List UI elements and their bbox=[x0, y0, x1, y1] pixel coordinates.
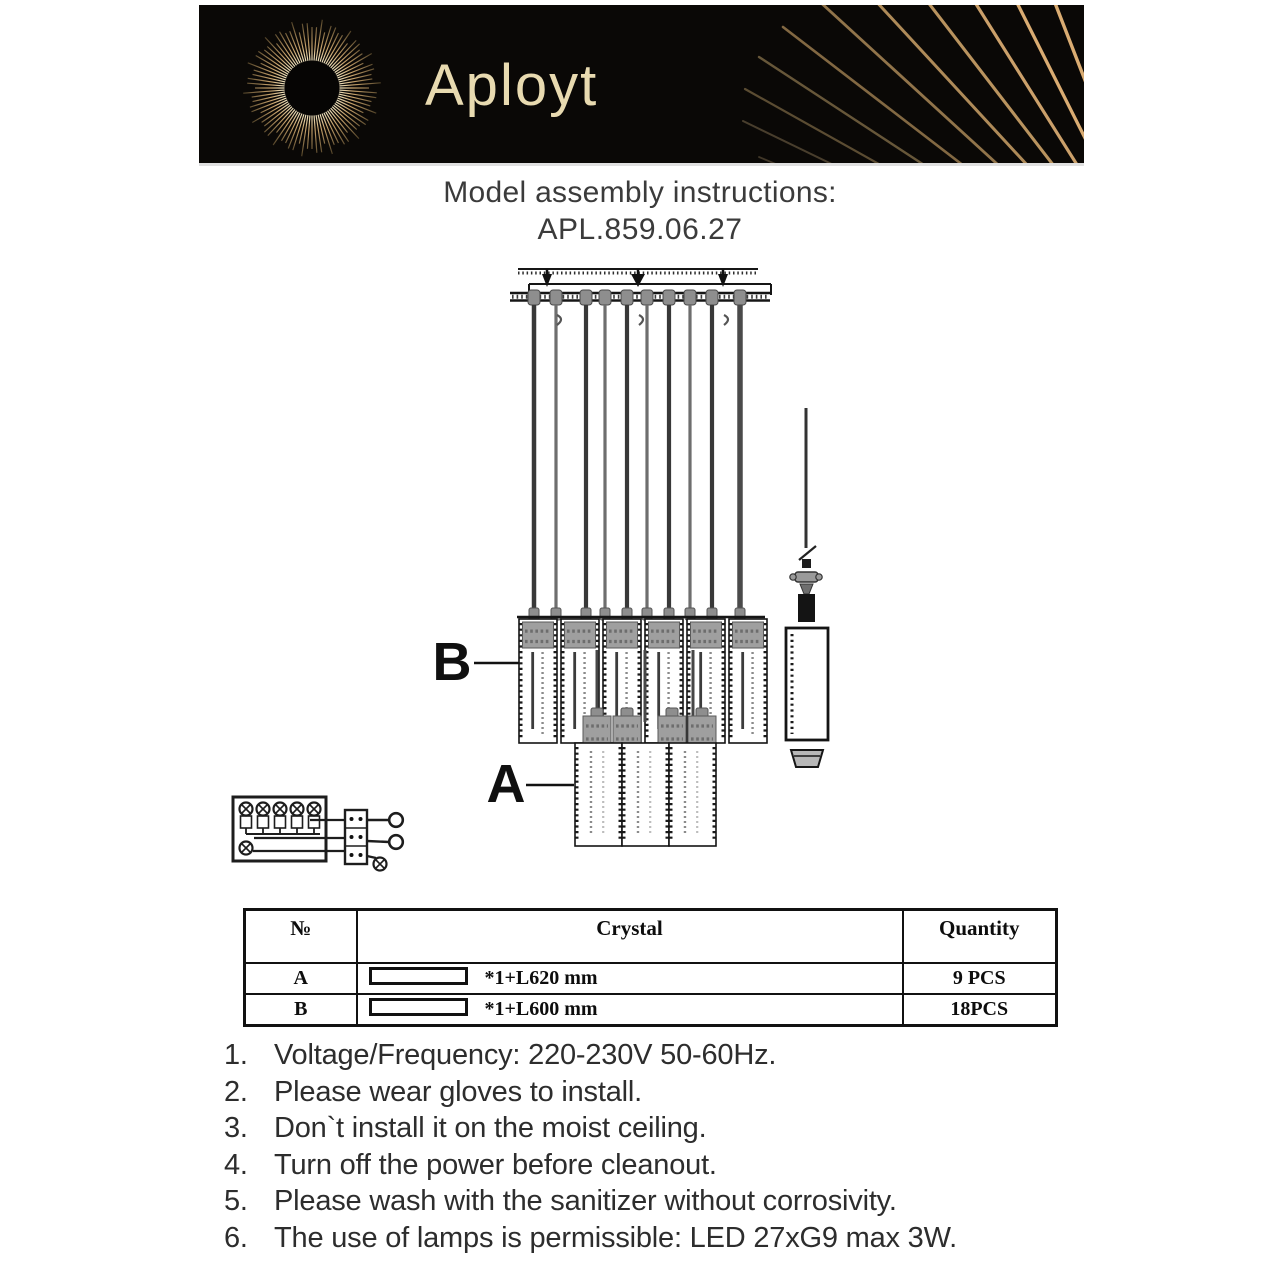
table-header-row bbox=[245, 910, 1057, 964]
list-item bbox=[224, 1040, 1084, 1077]
page-title: Model assembly instructions: bbox=[443, 176, 837, 209]
list-item bbox=[224, 1223, 1084, 1260]
model-number: APL.859.06.27 bbox=[537, 213, 743, 246]
col-header-crystal: Crystal bbox=[357, 910, 903, 964]
gold-rays-decoration bbox=[743, 5, 1084, 163]
parts-table bbox=[243, 908, 1058, 1027]
item-text: Turn off the power before cleanout. bbox=[274, 1148, 717, 1181]
crystal-size-label: *1+L620 mm bbox=[484, 967, 598, 989]
table-row bbox=[245, 994, 1057, 1026]
assembly-diagram bbox=[220, 255, 880, 895]
item-number: 5. bbox=[224, 1185, 248, 1217]
crystal-bar-icon bbox=[369, 967, 468, 985]
col-header-no: № bbox=[245, 910, 357, 964]
row-b-crystal bbox=[357, 994, 903, 1026]
item-number: 6. bbox=[224, 1221, 248, 1254]
crystal-bar-icon bbox=[369, 998, 468, 1016]
row-b-quantity: 18PCS bbox=[903, 994, 1057, 1026]
chandelier-drawing bbox=[233, 269, 828, 871]
instruction-list bbox=[224, 1040, 1084, 1259]
row-a-quantity: 9 PCS bbox=[903, 963, 1057, 994]
list-item bbox=[224, 1186, 1084, 1223]
item-text: Please wash with the sanitizer without corrosivity. bbox=[274, 1185, 897, 1217]
item-text: Voltage/Frequency: 220-230V 50-60Hz. bbox=[274, 1039, 777, 1071]
row-a-no: A bbox=[245, 963, 357, 994]
diagram-label-a: A bbox=[486, 754, 526, 814]
banner-decoration bbox=[199, 5, 1084, 163]
diagram-label-b: B bbox=[432, 632, 472, 692]
row-a-crystal bbox=[357, 963, 903, 994]
list-item bbox=[224, 1077, 1084, 1114]
crystal-size-label: *1+L600 mm bbox=[484, 998, 598, 1020]
col-header-quantity: Quantity bbox=[903, 910, 1057, 964]
brand-name: Aployt bbox=[425, 53, 599, 118]
table-row bbox=[245, 963, 1057, 994]
item-text: Don`t install it on the moist ceiling. bbox=[274, 1112, 707, 1144]
list-item bbox=[224, 1113, 1084, 1150]
brand-banner bbox=[199, 5, 1084, 163]
starburst-logo-icon bbox=[243, 20, 381, 156]
wiring-diagram bbox=[233, 797, 403, 871]
item-number: 4. bbox=[224, 1148, 248, 1181]
row-b-no: B bbox=[245, 994, 357, 1026]
item-number: 2. bbox=[224, 1075, 248, 1108]
list-item bbox=[224, 1150, 1084, 1187]
item-number: 1. bbox=[224, 1039, 248, 1071]
item-number: 3. bbox=[224, 1112, 248, 1144]
item-text: The use of lamps is permissible: LED 27xG9 max 3W. bbox=[274, 1221, 958, 1254]
item-text: Please wear gloves to install. bbox=[274, 1075, 642, 1108]
